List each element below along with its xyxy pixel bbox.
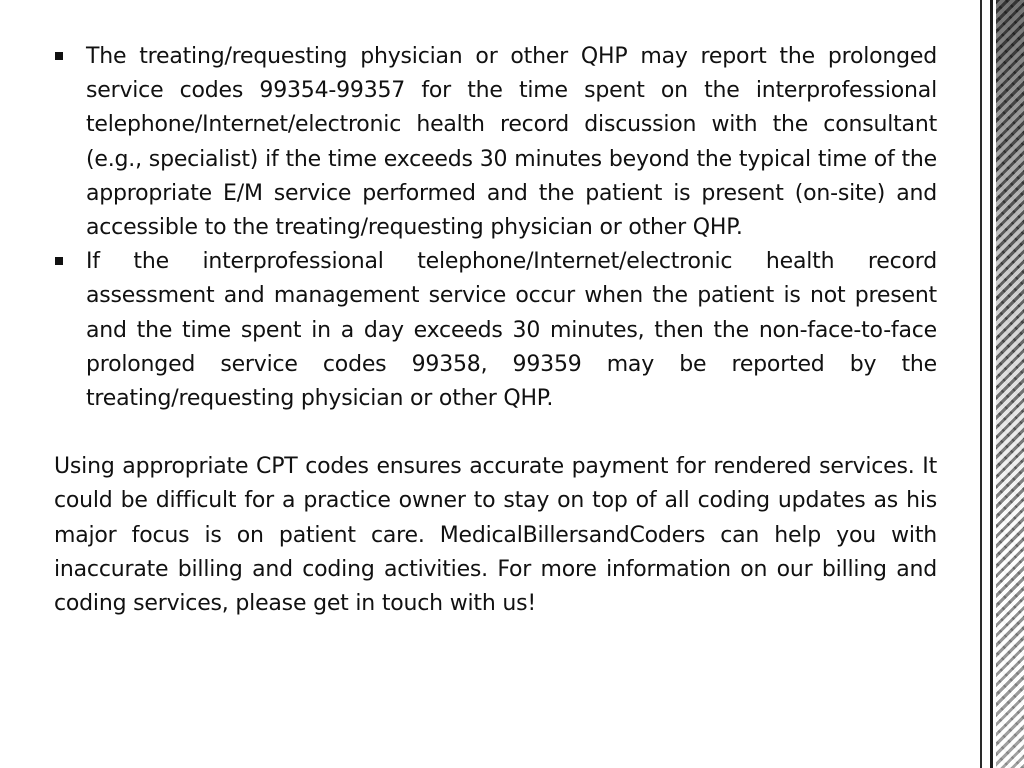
closing-paragraph: Using appropriate CPT codes ensures accurate payment for rendered services. It could be difficult for a practice owner to stay on top of all coding updates as his major focus is on patient care. MedicalBillersandCoders can help you with inaccurate billing and coding activities. For more information on our billing and coding services, please get in touch with us!: [54, 454, 937, 617]
square-bullet-icon: [55, 257, 63, 265]
bullet-list: [54, 40, 937, 416]
square-bullet-icon: [55, 52, 63, 60]
bullet-text: If the interprofessional telephone/Internet/electronic health record assessment and management service occur when the patient is not present and the time spent in a day exceeds 30 minutes, then the non-face-to-face prolonged service codes 99358, 99359 may be reported by the treating/requesting physician or other QHP.: [86, 249, 937, 412]
frame-texture-shading: [996, 0, 1024, 768]
frame-inner-line: [990, 0, 993, 768]
bullet-item-non-face-to-face: [54, 245, 937, 416]
bullet-item-prolonged-codes: [54, 40, 937, 245]
frame-outer-line: [980, 0, 982, 768]
bullet-text: The treating/requesting physician or other QHP may report the prolonged service codes 99354-99357 for the time spent on the interprofessional telephone/Internet/electronic health record discussion with the consultant (e.g., specialist) if the time exceeds 30 minutes beyond the typical time of the appropriate E/M service performed and the patient is present (on-site) and accessible to the treating/requesting physician or other QHP.: [86, 44, 937, 241]
slide-body: [54, 40, 937, 621]
decorative-frame-border: [980, 0, 1024, 768]
